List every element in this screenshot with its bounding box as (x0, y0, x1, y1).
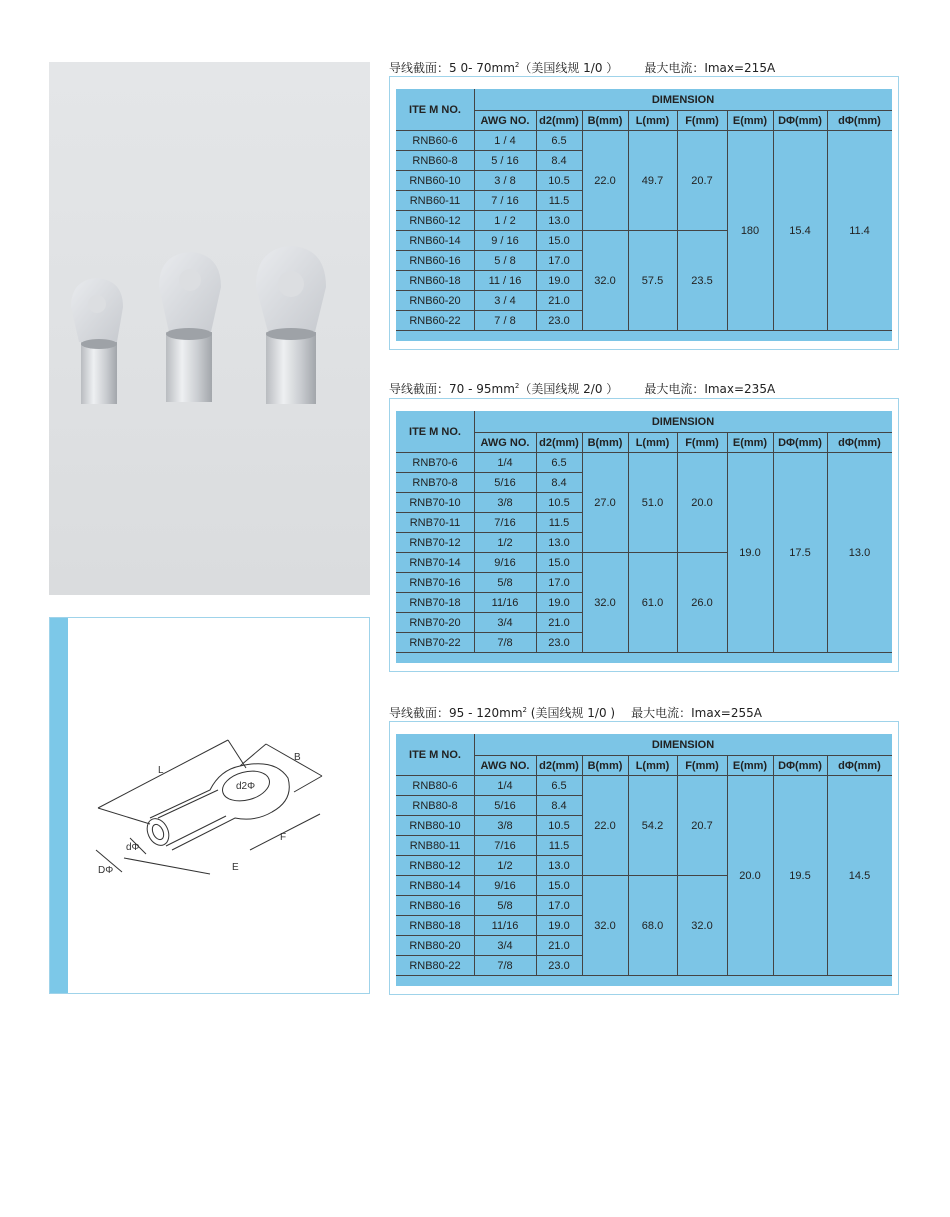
awg-cell: 9/16 (494, 557, 516, 569)
header-col: E(mm) (732, 115, 768, 127)
caption-section-1 (389, 59, 775, 76)
item-cell: RNB70-10 (409, 497, 461, 509)
rule (474, 89, 475, 331)
b-cell: 22.0 (594, 820, 616, 832)
rule (727, 756, 728, 976)
caption-section-2 (389, 380, 775, 397)
d2-cell: 6.5 (551, 135, 567, 147)
d2-cell: 17.0 (548, 900, 570, 912)
l-cell: 57.5 (641, 275, 664, 287)
rule (628, 756, 629, 976)
item-cell: RNB60-11 (409, 195, 461, 207)
item-cell: RNB80-8 (412, 800, 458, 812)
awg-cell: 11/16 (491, 597, 519, 609)
awg-cell: 1 / 4 (494, 135, 516, 147)
awg-cell: 9/16 (494, 880, 516, 892)
f-cell: 20.7 (691, 820, 713, 832)
rule (536, 756, 537, 976)
header-col: AWG NO. (480, 760, 530, 772)
rule (628, 433, 629, 653)
header-col: L(mm) (635, 760, 670, 772)
rule (727, 433, 728, 653)
big-d-cell: 17.5 (789, 547, 811, 559)
awg-cell: 5/8 (497, 577, 513, 589)
e-cell: 20.0 (739, 870, 761, 882)
header-col: dΦ(mm) (838, 760, 881, 772)
d2-cell: 11.5 (548, 517, 570, 529)
header-col: d2(mm) (539, 760, 579, 772)
rule (396, 975, 582, 976)
d2-cell: 13.0 (548, 215, 570, 227)
d2-cell: 13.0 (548, 537, 570, 549)
header-col: E(mm) (732, 437, 768, 449)
b-cell: 32.0 (594, 920, 616, 932)
d2-cell: 10.5 (548, 820, 570, 832)
caption-mid: (美国线规 1/0 ) (526, 706, 616, 720)
spec-table-2 (396, 411, 892, 663)
e-cell: 180 (740, 225, 760, 237)
caption-sup: 2 (522, 706, 527, 714)
item-cell: RNB70-16 (409, 577, 461, 589)
rule (628, 111, 629, 331)
caption-current: 最大电流：Imax=235A (644, 382, 776, 396)
spec-table-box-1 (389, 76, 899, 350)
terminal-large (256, 246, 326, 404)
item-cell: RNB80-20 (409, 940, 461, 952)
rule (582, 433, 583, 653)
caption-section-3 (389, 704, 762, 721)
l-cell: 68.0 (641, 920, 664, 932)
d2-cell: 23.0 (548, 315, 570, 327)
awg-cell: 1 / 2 (494, 215, 516, 227)
d2-cell: 19.0 (548, 597, 570, 609)
d2-cell: 6.5 (551, 457, 567, 469)
caption-mid: （美国线规 2/0 ） (519, 382, 619, 396)
item-cell: RNB60-18 (409, 275, 461, 287)
item-cell: RNB60-10 (409, 175, 461, 187)
awg-cell: 7/16 (494, 840, 516, 852)
caption-sup: 2 (514, 61, 520, 69)
d2-cell: 21.0 (548, 940, 570, 952)
header-col: F(mm) (685, 760, 719, 772)
rule (582, 552, 727, 553)
small-d-cell: 13.0 (848, 547, 871, 559)
rule (773, 433, 774, 653)
header-col: d2(mm) (539, 115, 579, 127)
f-cell: 32.0 (691, 920, 713, 932)
item-cell: RNB80-22 (409, 960, 461, 972)
header-col: DΦ(mm) (778, 115, 822, 127)
label-f: F (280, 832, 287, 843)
label-b: B (294, 752, 301, 763)
b-cell: 32.0 (594, 597, 616, 609)
awg-cell: 7 / 8 (494, 315, 516, 327)
f-cell: 26.0 (691, 597, 713, 609)
rule (396, 130, 892, 131)
label-d2: d2Φ (236, 781, 256, 792)
caption-sup: 2 (514, 382, 520, 390)
d2-cell: 8.4 (551, 477, 567, 489)
header-col: F(mm) (685, 115, 719, 127)
header-col: AWG NO. (480, 437, 530, 449)
b-cell: 32.0 (594, 275, 616, 287)
awg-cell: 11/16 (491, 920, 519, 932)
awg-cell: 1/4 (497, 780, 513, 792)
item-cell: RNB70-11 (409, 517, 461, 529)
awg-cell: 9 / 16 (491, 235, 519, 247)
caption-prefix: 导线截面：70 - 95mm (389, 382, 515, 396)
d2-cell: 13.0 (548, 860, 570, 872)
spec-table-1 (396, 89, 892, 341)
rule (582, 756, 583, 976)
small-d-cell: 11.4 (849, 225, 870, 237)
l-cell: 54.2 (641, 820, 664, 832)
header-col: B(mm) (587, 760, 623, 772)
d2-cell: 15.0 (548, 557, 570, 569)
awg-cell: 5 / 16 (491, 155, 519, 167)
d2-cell: 19.0 (548, 920, 570, 932)
d2-cell: 8.4 (551, 800, 567, 812)
f-cell: 20.0 (691, 497, 713, 509)
item-cell: RNB60-22 (409, 315, 461, 327)
big-d-cell: 15.4 (789, 225, 811, 237)
awg-cell: 1/2 (497, 860, 513, 872)
rule (827, 756, 828, 976)
item-cell: RNB80-6 (412, 780, 458, 792)
awg-cell: 3/8 (497, 497, 513, 509)
rule (536, 433, 537, 653)
spec-table-box-3 (389, 721, 899, 995)
caption-current: 最大电流：Imax=255A (631, 706, 762, 720)
header-col: L(mm) (635, 115, 670, 127)
awg-cell: 5/16 (494, 800, 516, 812)
label-e: E (232, 862, 239, 873)
d2-cell: 23.0 (548, 637, 570, 649)
awg-cell: 7/8 (497, 960, 513, 972)
header-col: L(mm) (635, 437, 670, 449)
header-col: E(mm) (732, 760, 768, 772)
item-cell: RNB80-10 (409, 820, 461, 832)
rule (396, 330, 582, 331)
spec-table-box-2 (389, 398, 899, 672)
label-d: dΦ (126, 842, 140, 853)
d2-cell: 11.5 (548, 195, 570, 207)
item-cell: RNB70-22 (409, 637, 461, 649)
item-cell: RNB70-20 (409, 617, 461, 629)
rule (677, 111, 678, 331)
b-cell: 22.0 (594, 175, 616, 187)
item-cell: RNB80-11 (409, 840, 461, 852)
rule (474, 734, 475, 976)
d2-cell: 15.0 (548, 235, 570, 247)
big-d-cell: 19.5 (789, 870, 811, 882)
item-cell: RNB80-16 (409, 900, 461, 912)
item-cell: RNB70-12 (409, 537, 461, 549)
d2-cell: 23.0 (548, 960, 570, 972)
caption-current: 最大电流：Imax=215A (644, 61, 776, 75)
item-cell: RNB80-18 (409, 920, 461, 932)
d2-cell: 8.4 (551, 155, 567, 167)
awg-cell: 7/16 (494, 517, 516, 529)
d2-cell: 10.5 (548, 175, 570, 187)
rule (474, 411, 475, 653)
caption-prefix: 导线截面：95 - 120mm (389, 706, 523, 720)
item-cell: RNB60-20 (409, 295, 461, 307)
d2-cell: 10.5 (548, 497, 570, 509)
rule (582, 875, 727, 876)
item-cell: RNB70-14 (409, 557, 461, 569)
terminal-medium (159, 252, 221, 402)
awg-cell: 11 / 16 (488, 275, 522, 287)
awg-cell: 5/8 (497, 900, 513, 912)
d2-cell: 11.5 (548, 840, 570, 852)
d2-cell: 21.0 (548, 617, 570, 629)
ring-terminals-image (49, 62, 370, 595)
item-cell: RNB70-6 (412, 457, 458, 469)
header-col: F(mm) (685, 437, 719, 449)
terminal-dimension-drawing (50, 618, 369, 993)
header-item: ITE M NO. (409, 426, 461, 438)
item-cell: RNB70-8 (412, 477, 458, 489)
awg-cell: 1/2 (497, 537, 513, 549)
header-col: B(mm) (587, 437, 623, 449)
rule (396, 452, 892, 453)
rule (773, 111, 774, 331)
item-cell: RNB80-12 (409, 860, 461, 872)
l-cell: 49.7 (641, 175, 664, 187)
d2-cell: 19.0 (548, 275, 570, 287)
awg-cell: 3/4 (497, 617, 513, 629)
rule (536, 111, 537, 331)
rule (773, 756, 774, 976)
d2-cell: 17.0 (548, 255, 570, 267)
e-cell: 19.0 (739, 547, 761, 559)
rule (396, 775, 892, 776)
awg-cell: 3 / 4 (494, 295, 516, 307)
rule (582, 111, 583, 331)
header-col: DΦ(mm) (778, 760, 822, 772)
d2-cell: 17.0 (548, 577, 570, 589)
header-dimension: DIMENSION (651, 416, 715, 428)
dimension-diagram-panel (49, 617, 370, 994)
label-l: L (158, 765, 164, 776)
l-cell: 61.0 (641, 597, 664, 609)
rule (582, 230, 727, 231)
awg-cell: 3 / 8 (494, 175, 516, 187)
awg-cell: 5/16 (494, 477, 516, 489)
item-cell: RNB80-14 (409, 880, 461, 892)
item-cell: RNB60-8 (412, 155, 458, 167)
rule (396, 652, 582, 653)
rule (677, 433, 678, 653)
d2-cell: 15.0 (548, 880, 570, 892)
rule (677, 756, 678, 976)
d2-cell: 21.0 (548, 295, 570, 307)
b-cell: 27.0 (594, 497, 616, 509)
header-col: dΦ(mm) (838, 437, 881, 449)
awg-cell: 3/8 (497, 820, 513, 832)
item-cell: RNB70-18 (409, 597, 461, 609)
header-dimension: DIMENSION (651, 94, 715, 106)
l-cell: 51.0 (641, 497, 664, 509)
header-col: dΦ(mm) (838, 115, 881, 127)
item-cell: RNB60-14 (409, 235, 461, 247)
awg-cell: 7 / 16 (491, 195, 519, 207)
terminal-small (71, 278, 123, 404)
header-dimension: DIMENSION (651, 739, 715, 751)
f-cell: 23.5 (691, 275, 713, 287)
rule (827, 111, 828, 331)
caption-prefix: 导线截面：5 0- 70mm (389, 61, 515, 75)
awg-cell: 1/4 (497, 457, 513, 469)
item-cell: RNB60-12 (409, 215, 461, 227)
spec-table-3 (396, 734, 892, 986)
header-col: DΦ(mm) (778, 437, 822, 449)
header-col: AWG NO. (480, 115, 530, 127)
awg-cell: 5 / 8 (494, 255, 516, 267)
header-item: ITE M NO. (409, 104, 461, 116)
header-item: ITE M NO. (409, 749, 461, 761)
header-col: d2(mm) (539, 437, 579, 449)
rule (827, 433, 828, 653)
f-cell: 20.7 (691, 175, 713, 187)
item-cell: RNB60-16 (409, 255, 461, 267)
caption-mid: （美国线规 1/0 ） (519, 61, 619, 75)
header-col: B(mm) (587, 115, 623, 127)
small-d-cell: 14.5 (848, 870, 871, 882)
awg-cell: 3/4 (497, 940, 513, 952)
item-cell: RNB60-6 (412, 135, 458, 147)
awg-cell: 7/8 (497, 637, 513, 649)
label-big-d: DΦ (98, 865, 114, 876)
d2-cell: 6.5 (551, 780, 567, 792)
product-photo (49, 62, 370, 595)
rule (727, 111, 728, 331)
